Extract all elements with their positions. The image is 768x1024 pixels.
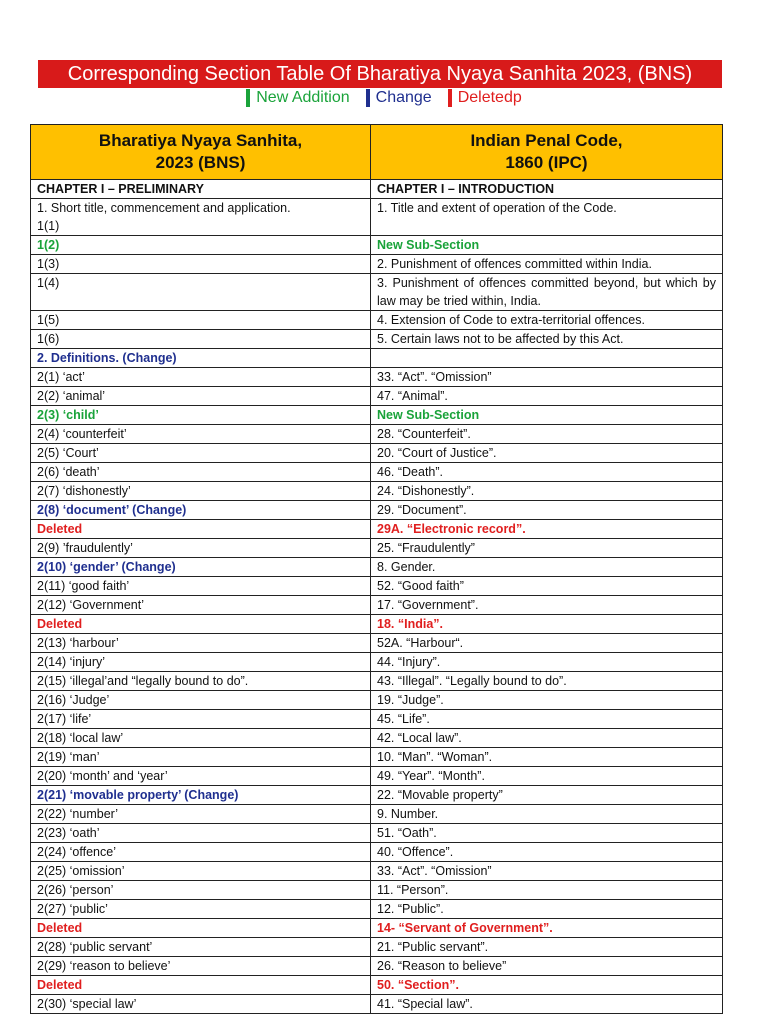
bns-section-cell: 2(22) ‘number’	[31, 805, 371, 824]
table-row	[31, 425, 723, 444]
table-row	[31, 672, 723, 691]
ipc-section-cell: CHAPTER I – INTRODUCTION	[371, 180, 723, 199]
table-row	[31, 824, 723, 843]
bns-section-cell: 1. Short title, commencement and application. 1(1)	[31, 199, 371, 236]
bns-section-cell: 2(25) ‘omission’	[31, 862, 371, 881]
table-row	[31, 786, 723, 805]
table-row	[31, 919, 723, 938]
bns-section-cell: 2(10) ‘gender’ (Change)	[31, 558, 371, 577]
bns-section-cell: 2(18) ‘local law’	[31, 729, 371, 748]
table-row	[31, 501, 723, 520]
ipc-section-cell: 29A. “Electronic record”.	[371, 520, 723, 539]
ipc-section-cell: 41. “Special law”.	[371, 995, 723, 1014]
table-row	[31, 463, 723, 482]
bns-section-cell: Deleted	[31, 976, 371, 995]
table-row	[31, 558, 723, 577]
table-row	[31, 710, 723, 729]
ipc-section-cell: 11. “Person”.	[371, 881, 723, 900]
ipc-section-cell: 10. “Man”. “Woman”.	[371, 748, 723, 767]
bns-section-cell: 2(30) ‘special law’	[31, 995, 371, 1014]
bns-section-cell: 2(23) ‘oath’	[31, 824, 371, 843]
table-row	[31, 729, 723, 748]
table-row	[31, 482, 723, 501]
blue-marker-icon	[366, 89, 370, 107]
table-row	[31, 634, 723, 653]
bns-section-cell: 2(16) ‘Judge’	[31, 691, 371, 710]
ipc-section-cell: 2. Punishment of offences committed within India.	[371, 255, 723, 274]
bns-section-cell: 2(13) ‘harbour’	[31, 634, 371, 653]
table-body	[31, 180, 723, 1014]
ipc-section-cell: 1. Title and extent of operation of the Code.	[371, 199, 723, 236]
bns-section-cell: CHAPTER I – PRELIMINARY	[31, 180, 371, 199]
ipc-section-cell: 12. “Public”.	[371, 900, 723, 919]
bns-section-cell: 2(1) ‘act’	[31, 368, 371, 387]
bns-section-cell: 2(3) ‘child’	[31, 406, 371, 425]
ipc-section-cell: 28. “Counterfeit”.	[371, 425, 723, 444]
table-row	[31, 957, 723, 976]
table-row	[31, 406, 723, 425]
bns-column-header: Bharatiya Nyaya Sanhita, 2023 (BNS)	[31, 125, 371, 180]
ipc-section-cell: 44. “Injury”.	[371, 653, 723, 672]
table-row	[31, 900, 723, 919]
bns-section-cell: 2(14) ‘injury’	[31, 653, 371, 672]
table-row	[31, 748, 723, 767]
ipc-section-cell: 17. “Government”.	[371, 596, 723, 615]
green-marker-icon	[246, 89, 250, 107]
ipc-section-cell: 52. “Good faith”	[371, 577, 723, 596]
bns-section-cell: 2(29) ‘reason to believe’	[31, 957, 371, 976]
bns-section-cell: 2(21) ‘movable property’ (Change)	[31, 786, 371, 805]
table-row	[31, 938, 723, 957]
ipc-section-cell: 46. “Death”.	[371, 463, 723, 482]
ipc-section-cell: 4. Extension of Code to extra-territorial offences.	[371, 311, 723, 330]
ipc-section-cell: 14- “Servant of Government”.	[371, 919, 723, 938]
bns-section-cell: 2(8) ‘document’ (Change)	[31, 501, 371, 520]
ipc-section-cell: 26. “Reason to believe”	[371, 957, 723, 976]
table-row	[31, 767, 723, 786]
ipc-section-cell: 5. Certain laws not to be affected by this Act.	[371, 330, 723, 349]
bns-section-cell: Deleted	[31, 919, 371, 938]
table-header-row	[31, 125, 723, 180]
ipc-section-cell: 42. “Local law”.	[371, 729, 723, 748]
ipc-section-cell: 24. “Dishonestly”.	[371, 482, 723, 501]
table-row	[31, 539, 723, 558]
table-row	[31, 881, 723, 900]
bns-section-cell: 2(27) ‘public’	[31, 900, 371, 919]
ipc-section-cell: 29. “Document”.	[371, 501, 723, 520]
bns-section-cell: 2. Definitions. (Change)	[31, 349, 371, 368]
table-row	[31, 520, 723, 539]
ipc-section-cell: 20. “Court of Justice”.	[371, 444, 723, 463]
bns-section-cell: 2(17) ‘life’	[31, 710, 371, 729]
ipc-column-header: Indian Penal Code, 1860 (IPC)	[371, 125, 723, 180]
table-row	[31, 596, 723, 615]
bns-section-cell: 1(2)	[31, 236, 371, 255]
ipc-section-cell: 3. Punishment of offences committed beyond, but which by law may be tried within, India.	[371, 274, 723, 311]
legend-label: Deletedp	[457, 89, 522, 106]
bns-section-cell: 1(5)	[31, 311, 371, 330]
bns-section-cell: 1(3)	[31, 255, 371, 274]
table-row	[31, 976, 723, 995]
red-marker-icon	[448, 89, 452, 107]
ipc-section-cell: New Sub-Section	[371, 236, 723, 255]
bns-section-cell: 2(9) ’fraudulently’	[31, 539, 371, 558]
legend-label: Change	[375, 89, 432, 106]
bns-section-cell: 2(26) ‘person’	[31, 881, 371, 900]
table-row	[31, 843, 723, 862]
ipc-section-cell: 8. Gender.	[371, 558, 723, 577]
legend	[0, 88, 768, 108]
ipc-section-cell: 9. Number.	[371, 805, 723, 824]
bns-section-cell: 2(28) ‘public servant’	[31, 938, 371, 957]
bns-section-cell: 2(19) ‘man’	[31, 748, 371, 767]
page-title: Corresponding Section Table Of Bharatiya Nyaya Sanhita 2023, (BNS)	[38, 60, 722, 88]
table-row	[31, 330, 723, 349]
table-row	[31, 255, 723, 274]
table-row	[31, 199, 723, 236]
bns-section-cell: Deleted	[31, 520, 371, 539]
table-row	[31, 349, 723, 368]
ipc-section-cell: 51. “Oath”.	[371, 824, 723, 843]
table-row	[31, 236, 723, 255]
ipc-section-cell: 25. “Fraudulently”	[371, 539, 723, 558]
table-row	[31, 615, 723, 634]
legend-new-addition	[246, 88, 349, 108]
ipc-section-cell: 33. “Act”. “Omission”	[371, 368, 723, 387]
table-row	[31, 180, 723, 199]
ipc-section-cell: 40. “Offence”.	[371, 843, 723, 862]
bns-section-cell: 2(20) ‘month’ and ‘year’	[31, 767, 371, 786]
ipc-section-cell: 21. “Public servant”.	[371, 938, 723, 957]
bns-section-cell: 2(5) ‘Court’	[31, 444, 371, 463]
bns-section-cell: 2(24) ‘offence’	[31, 843, 371, 862]
ipc-section-cell: 33. “Act”. “Omission”	[371, 862, 723, 881]
ipc-section-cell: 49. “Year”. “Month”.	[371, 767, 723, 786]
bns-section-cell: 1(6)	[31, 330, 371, 349]
legend-change	[366, 88, 432, 108]
legend-deleted	[448, 88, 522, 108]
bns-section-cell: 2(7) ‘dishonestly’	[31, 482, 371, 501]
table-row	[31, 862, 723, 881]
table-row	[31, 387, 723, 406]
legend-label: New Addition	[256, 89, 350, 106]
ipc-section-cell	[371, 349, 723, 368]
ipc-section-cell: 52A. “Harbour“.	[371, 634, 723, 653]
ipc-section-cell: 18. “India”.	[371, 615, 723, 634]
ipc-section-cell: 45. “Life”.	[371, 710, 723, 729]
section-correspondence-table	[30, 124, 723, 1014]
bns-section-cell: 2(6) ‘death’	[31, 463, 371, 482]
table-row	[31, 577, 723, 596]
bns-section-cell: 2(15) ‘illegal’and “legally bound to do”.	[31, 672, 371, 691]
ipc-section-cell: 22. “Movable property”	[371, 786, 723, 805]
bns-section-cell: Deleted	[31, 615, 371, 634]
bns-section-cell: 2(4) ‘counterfeit’	[31, 425, 371, 444]
ipc-section-cell: New Sub-Section	[371, 406, 723, 425]
bns-section-cell: 2(11) ‘good faith’	[31, 577, 371, 596]
table-row	[31, 274, 723, 311]
bns-section-cell: 1(4)	[31, 274, 371, 311]
table-row	[31, 368, 723, 387]
ipc-section-cell: 43. “Illegal”. “Legally bound to do”.	[371, 672, 723, 691]
ipc-section-cell: 50. “Section”.	[371, 976, 723, 995]
table-row	[31, 311, 723, 330]
table-row	[31, 691, 723, 710]
table-row	[31, 653, 723, 672]
table-row	[31, 444, 723, 463]
bns-section-cell: 2(2) ‘animal’	[31, 387, 371, 406]
bns-section-cell: 2(12) ‘Government’	[31, 596, 371, 615]
ipc-section-cell: 19. “Judge”.	[371, 691, 723, 710]
table-row	[31, 805, 723, 824]
table-row	[31, 995, 723, 1014]
ipc-section-cell: 47. “Animal”.	[371, 387, 723, 406]
